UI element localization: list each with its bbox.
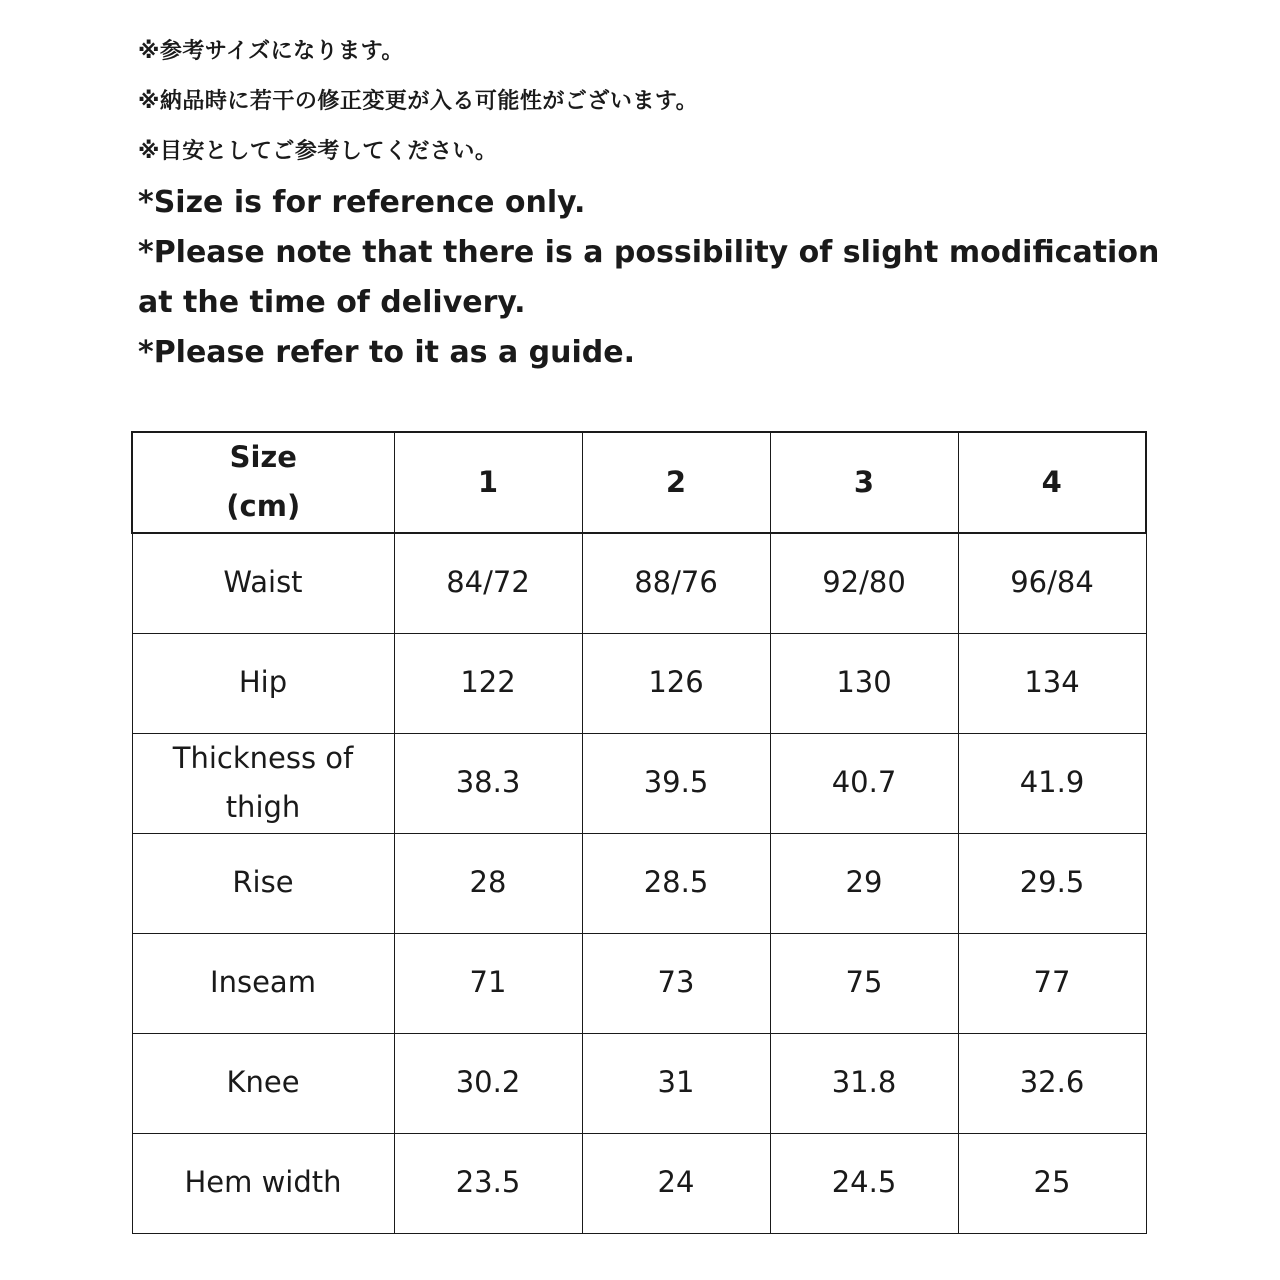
table-cell: 28.5 <box>582 833 770 933</box>
table-cell: 32.6 <box>958 1033 1146 1133</box>
size-header-label: Size <box>229 440 297 474</box>
note-jp-modification: ※納品時に若干の修正変更が入る可能性がございます。 <box>138 89 699 114</box>
table-cell: 38.3 <box>394 733 582 833</box>
row-label: Knee <box>132 1033 394 1133</box>
table-cell: 73 <box>582 933 770 1033</box>
row-label: Inseam <box>132 933 394 1033</box>
note-en-reference: *Size is for reference only. <box>138 185 586 220</box>
table-cell: 23.5 <box>394 1133 582 1233</box>
unit-label: (cm) <box>226 489 301 524</box>
note-jp-guide: ※目安としてご参考してください。 <box>138 139 498 164</box>
notes <box>138 30 1198 378</box>
table-cell: 84/72 <box>394 533 582 634</box>
table-cell: 31.8 <box>770 1033 958 1133</box>
table-row-inseam <box>132 933 1146 1033</box>
table-cell: 24.5 <box>770 1133 958 1233</box>
table-cell: 28 <box>394 833 582 933</box>
row-label: Hip <box>132 633 394 733</box>
size-unit-header <box>132 432 394 533</box>
row-label <box>132 733 394 833</box>
row-label: Waist <box>132 533 394 634</box>
note-en-guide: *Please refer to it as a guide. <box>138 335 636 370</box>
table-cell: 88/76 <box>582 533 770 634</box>
table-row-rise <box>132 833 1146 933</box>
table-cell: 39.5 <box>582 733 770 833</box>
table-cell: 31 <box>582 1033 770 1133</box>
note-jp-reference: ※参考サイズになります。 <box>138 39 404 64</box>
table-cell: 41.9 <box>958 733 1146 833</box>
table-cell: 126 <box>582 633 770 733</box>
table-cell: 130 <box>770 633 958 733</box>
size-4-header: 4 <box>958 432 1146 533</box>
table-cell: 71 <box>394 933 582 1033</box>
size-table <box>131 431 1147 1234</box>
table-row-hip <box>132 633 1146 733</box>
table-cell: 24 <box>582 1133 770 1233</box>
row-label-text: Thickness of thigh <box>172 740 354 825</box>
table-row-hem-width <box>132 1133 1146 1233</box>
table-cell: 29 <box>770 833 958 933</box>
size-1-header: 1 <box>394 432 582 533</box>
table-row-waist <box>132 533 1146 634</box>
table-row-thigh <box>132 733 1146 833</box>
row-label: Rise <box>132 833 394 933</box>
table-cell: 40.7 <box>770 733 958 833</box>
table-cell: 96/84 <box>958 533 1146 634</box>
table-row-knee <box>132 1033 1146 1133</box>
table-cell: 134 <box>958 633 1146 733</box>
note-en-modification: *Please note that there is a possibility of slight modification at the time of delivery. <box>138 235 1160 320</box>
row-label: Hem width <box>132 1133 394 1233</box>
size-2-header: 2 <box>582 432 770 533</box>
table-cell: 122 <box>394 633 582 733</box>
table-cell: 30.2 <box>394 1033 582 1133</box>
notes-en <box>138 178 1198 378</box>
table-cell: 29.5 <box>958 833 1146 933</box>
size-3-header: 3 <box>770 432 958 533</box>
table-cell: 77 <box>958 933 1146 1033</box>
table-cell: 75 <box>770 933 958 1033</box>
size-header-row <box>132 432 1146 533</box>
table-cell: 92/80 <box>770 533 958 634</box>
table-cell: 25 <box>958 1133 1146 1233</box>
